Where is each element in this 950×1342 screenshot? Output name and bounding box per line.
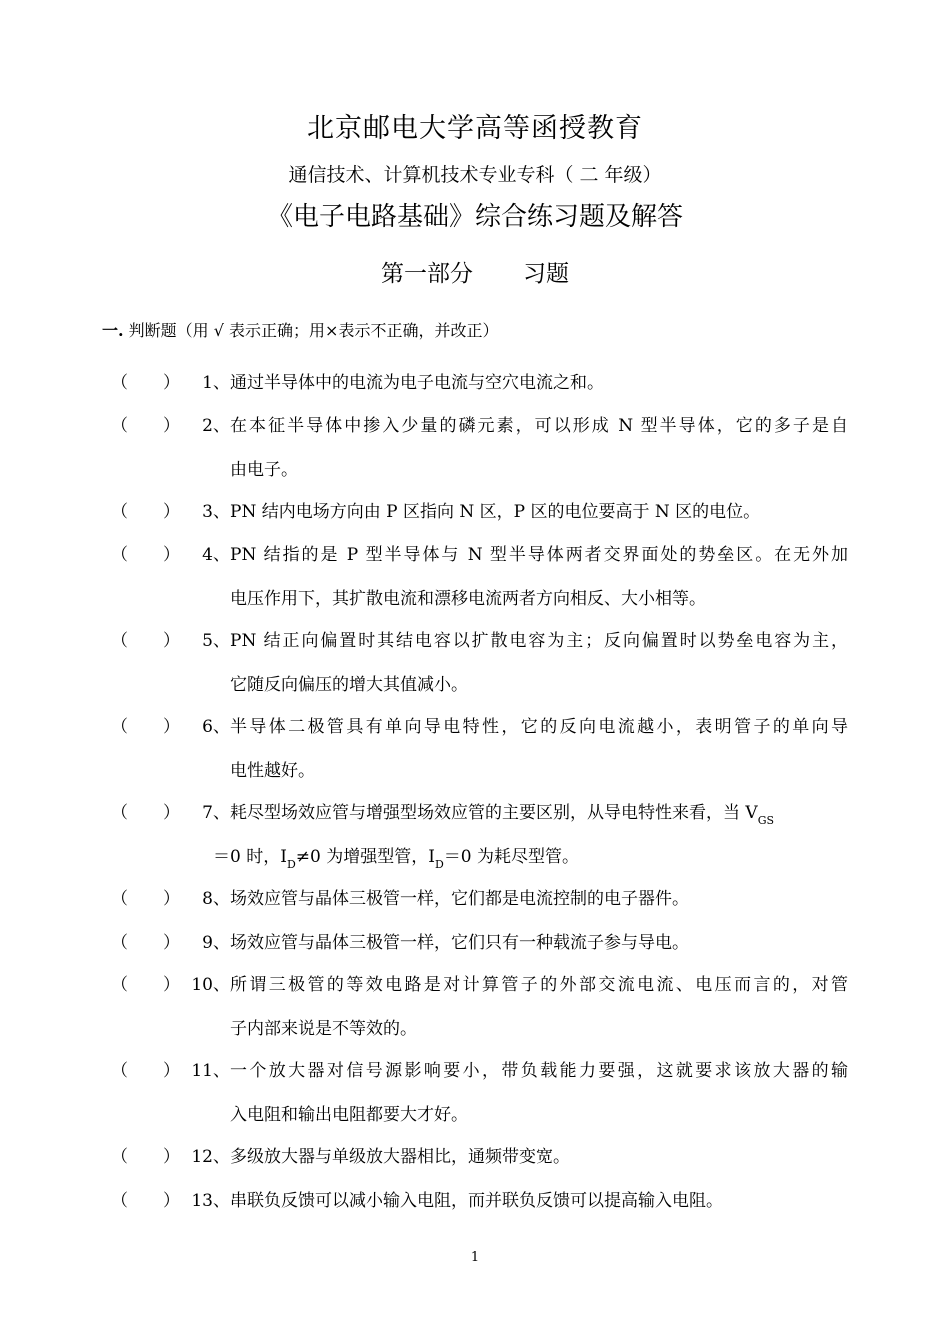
answer-paren-left[interactable]: （	[111, 373, 128, 393]
question-number: 5、	[202, 631, 230, 651]
question-text: 多级放大器与单级放大器相比，通频带变宽。	[230, 1147, 570, 1167]
question-text: 半导体二极管具有单向导电特性，它的反向电流越小，表明管子的单向导	[230, 717, 848, 737]
answer-paren-left[interactable]: （	[111, 803, 128, 823]
question-number: 1、	[202, 373, 230, 393]
question-text-continued: 电性越好。	[230, 761, 315, 781]
question-text-part: ＝0 为耗尽型管。	[443, 847, 580, 867]
program-subtitle: 通信技术、计算机技术专业专科（ 二 年级）	[288, 164, 662, 186]
answer-paren-right[interactable]: ）	[163, 933, 180, 953]
question-item	[0, 970, 950, 1039]
question-text-continued: 入电阻和输出电阻都要大才好。	[230, 1105, 468, 1125]
part-label: 第一部分	[381, 261, 473, 287]
answer-paren-left[interactable]: （	[111, 1061, 128, 1081]
answer-paren-left[interactable]: （	[111, 545, 128, 565]
answer-paren-left[interactable]: （	[111, 1191, 128, 1211]
answer-paren-right[interactable]: ）	[163, 373, 180, 393]
question-text-continued: 它随反向偏压的增大其值减小。	[230, 675, 468, 695]
answer-paren-right[interactable]: ）	[163, 502, 180, 522]
answer-paren-right[interactable]: ）	[163, 1147, 180, 1167]
question-item	[0, 1056, 950, 1125]
question-item	[0, 540, 950, 609]
answer-paren-right[interactable]: ）	[163, 717, 180, 737]
answer-paren-right[interactable]: ）	[163, 975, 180, 995]
id-subscript: D	[434, 858, 444, 871]
question-text-main: 耗尽型场效应管与增强型场效应管的主要区别，从导电特性来看，当 V	[230, 803, 758, 823]
question-text: 场效应管与晶体三极管一样，它们都是电流控制的电子器件。	[230, 889, 689, 909]
answer-paren-right[interactable]: ）	[163, 1191, 180, 1211]
question-text-part: ≠0 为增强型管，I	[295, 847, 435, 867]
question-number: 3、	[202, 502, 230, 522]
answer-paren-left[interactable]: （	[111, 717, 128, 737]
question-number: 8、	[202, 889, 230, 909]
question-item	[0, 884, 950, 914]
answer-paren-left[interactable]: （	[111, 502, 128, 522]
part-name: 习题	[523, 261, 569, 287]
question-text: 所谓三极管的等效电路是对计算管子的外部交流电流、电压而言的，对管	[230, 975, 848, 995]
answer-paren-left[interactable]: （	[111, 631, 128, 651]
answer-paren-right[interactable]: ）	[163, 889, 180, 909]
course-title: 《电子电路基础》综合练习题及解答	[266, 202, 683, 232]
question-number: 6、	[202, 717, 230, 737]
question-text	[230, 798, 848, 827]
question-text-continued: 电压作用下，其扩散电流和漂移电流两者方向相反、大小相等。	[230, 589, 706, 609]
answer-paren-right[interactable]: ）	[163, 416, 180, 436]
question-text: 一个放大器对信号源影响要小，带负载能力要强，这就要求该放大器的输	[230, 1061, 848, 1081]
question-text-continued: 由电子。	[230, 460, 298, 480]
question-text: 场效应管与晶体三极管一样，它们只有一种载流子参与导电。	[230, 933, 689, 953]
id-subscript: D	[286, 858, 296, 871]
question-number: 7、	[202, 803, 230, 823]
question-item	[0, 411, 950, 480]
answer-paren-right[interactable]: ）	[163, 803, 180, 823]
question-text-continued: 子内部来说是不等效的。	[230, 1019, 417, 1039]
question-item	[0, 1186, 950, 1216]
question-item	[0, 798, 950, 871]
question-text: PN 结内电场方向由 P 区指向 N 区，P 区的电位要高于 N 区的电位。	[230, 502, 761, 522]
question-item	[0, 928, 950, 958]
section-heading	[102, 318, 498, 341]
question-number: 11、	[191, 1061, 230, 1081]
question-item	[0, 626, 950, 695]
school-title: 北京邮电大学高等函授教育	[307, 113, 643, 144]
question-text: 在本征半导体中掺入少量的磷元素，可以形成 N 型半导体，它的多子是自	[230, 416, 848, 436]
question-text: PN 结正向偏置时其结电容以扩散电容为主；反向偏置时以势垒电容为主，	[230, 631, 848, 651]
question-text-part: ＝0 时，I	[213, 847, 287, 867]
question-text: PN 结指的是 P 型半导体与 N 型半导体两者交界面处的势垒区。在无外加	[230, 545, 848, 565]
question-number: 12、	[191, 1147, 230, 1167]
answer-paren-left[interactable]: （	[111, 416, 128, 436]
part-heading	[0, 255, 950, 288]
question-text: 串联负反馈可以减小输入电阻，而并联负反馈可以提高输入电阻。	[230, 1191, 723, 1211]
question-text-continued	[213, 842, 579, 871]
answer-paren-left[interactable]: （	[111, 975, 128, 995]
question-text: 通过半导体中的电流为电子电流与空穴电流之和。	[230, 373, 604, 393]
section-title: 判断题（用 √ 表示正确；用×表示不正确，并改正）	[123, 321, 499, 340]
answer-paren-left[interactable]: （	[111, 889, 128, 909]
section-number: 一.	[102, 321, 124, 340]
question-number: 4、	[202, 545, 230, 565]
question-number: 13、	[191, 1191, 230, 1211]
answer-paren-right[interactable]: ）	[163, 545, 180, 565]
question-item	[0, 497, 950, 527]
question-item	[0, 1142, 950, 1172]
answer-paren-left[interactable]: （	[111, 1147, 128, 1167]
question-item	[0, 712, 950, 781]
question-number: 10、	[191, 975, 230, 995]
vgs-subscript: GS	[757, 814, 775, 827]
question-number: 2、	[202, 416, 230, 436]
page-number: 1	[470, 1250, 480, 1265]
question-number: 9、	[202, 933, 230, 953]
answer-paren-right[interactable]: ）	[163, 1061, 180, 1081]
answer-paren-left[interactable]: （	[111, 933, 128, 953]
question-item	[0, 368, 950, 398]
answer-paren-right[interactable]: ）	[163, 631, 180, 651]
